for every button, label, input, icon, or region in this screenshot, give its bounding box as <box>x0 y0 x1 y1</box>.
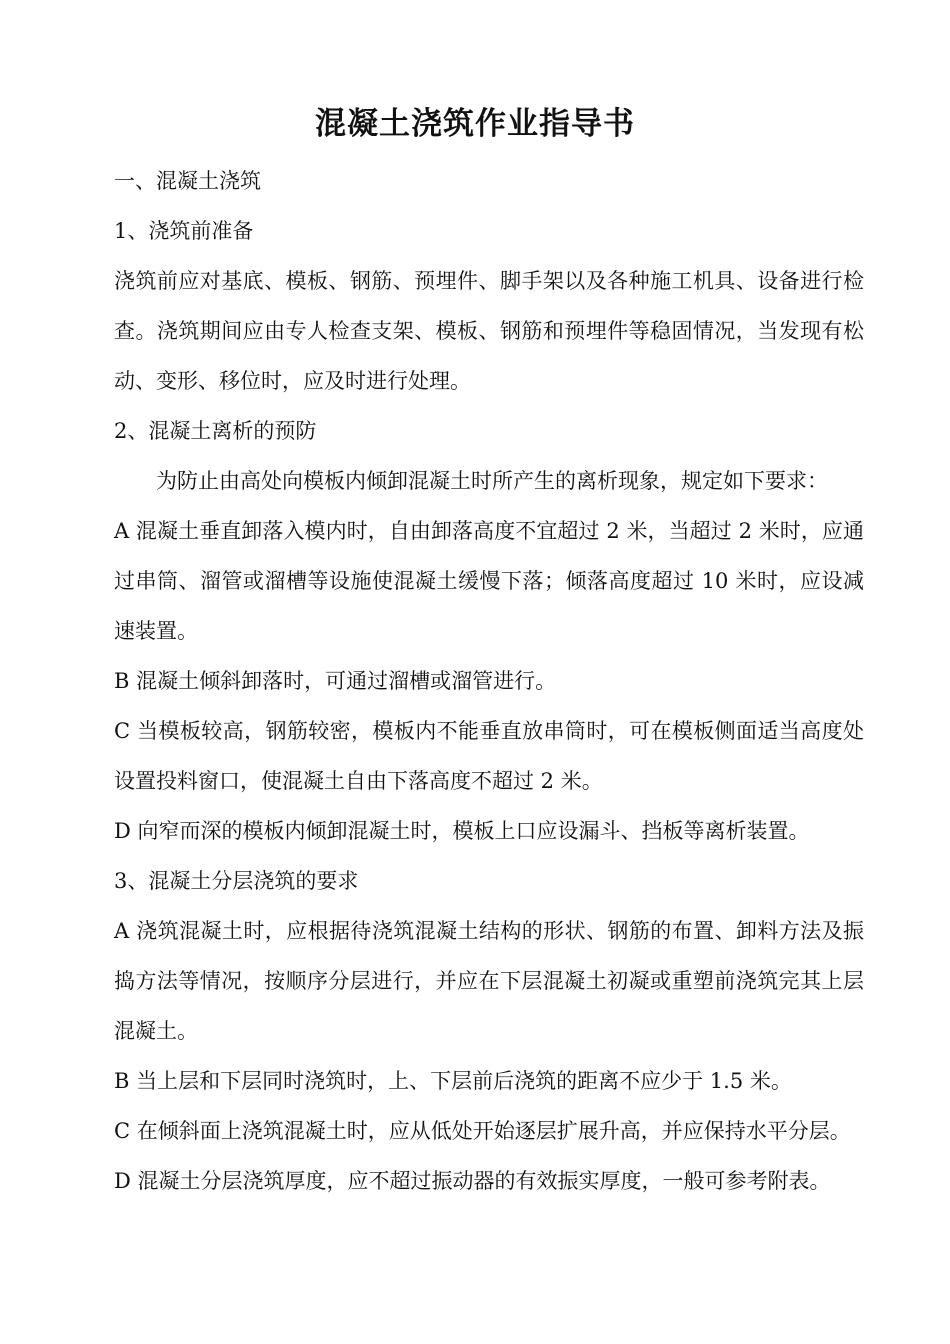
paragraph: 浇筑前应对基底、模板、钢筋、预埋件、脚手架以及各种施工机具、设备进行检查。浇筑期间应由专人检查支架、模板、钢筋和预埋件等稳固情况，当发现有松动、变形、移位时，应及时进行处理。 <box>114 269 864 393</box>
list-item: B 混凝土倾斜卸落时，可通过溜槽或溜管进行。 <box>114 669 557 693</box>
list-item: B 当上层和下层同时浇筑时，上、下层前后浇筑的距离不应少于 1.5 米。 <box>114 1069 792 1093</box>
subsection-heading: 3、混凝土分层浇筑的要求 <box>114 869 359 893</box>
subsection-heading: 2、混凝土离析的预防 <box>114 419 317 443</box>
list-item: D 混凝土分层浇筑厚度，应不超过振动器的有效振实厚度，一般可参考附表。 <box>114 1169 831 1193</box>
subsection-heading: 1、浇筑前准备 <box>114 219 254 243</box>
list-item: D 向窄而深的模板内倾卸混凝土时，模板上口应设漏斗、挡板等离析装置。 <box>114 819 810 843</box>
list-item: A 混凝土垂直卸落入模内时，自由卸落高度不宜超过 2 米，当超过 2 米时，应通过串筒、溜管或溜槽等设施使混凝土缓慢下落；倾落高度超过 10 米时，应设减速装置。 <box>114 519 864 643</box>
list-item: C 在倾斜面上浇筑混凝土时，应从低处开始逐层扩展升高，并应保持水平分层。 <box>114 1119 851 1143</box>
document-body <box>114 156 864 1206</box>
document-title: 混凝土浇筑作业指导书 <box>315 106 635 142</box>
list-item: C 当模板较高，钢筋较密，模板内不能垂直放串筒时，可在模板侧面适当高度处设置投料窗口，使混凝土自由下落高度不超过 2 米。 <box>114 719 864 793</box>
section-heading: 一、混凝土浇筑 <box>114 169 261 193</box>
paragraph-intro: 为防止由高处向模板内倾卸混凝土时所产生的离析现象，规定如下要求： <box>156 469 828 493</box>
list-item: A 浇筑混凝土时，应根据待浇筑混凝土结构的形状、钢筋的布置、卸料方法及振捣方法等情况，按顺序分层进行，并应在下层混凝土初凝或重塑前浇筑完其上层混凝土。 <box>114 919 864 1043</box>
